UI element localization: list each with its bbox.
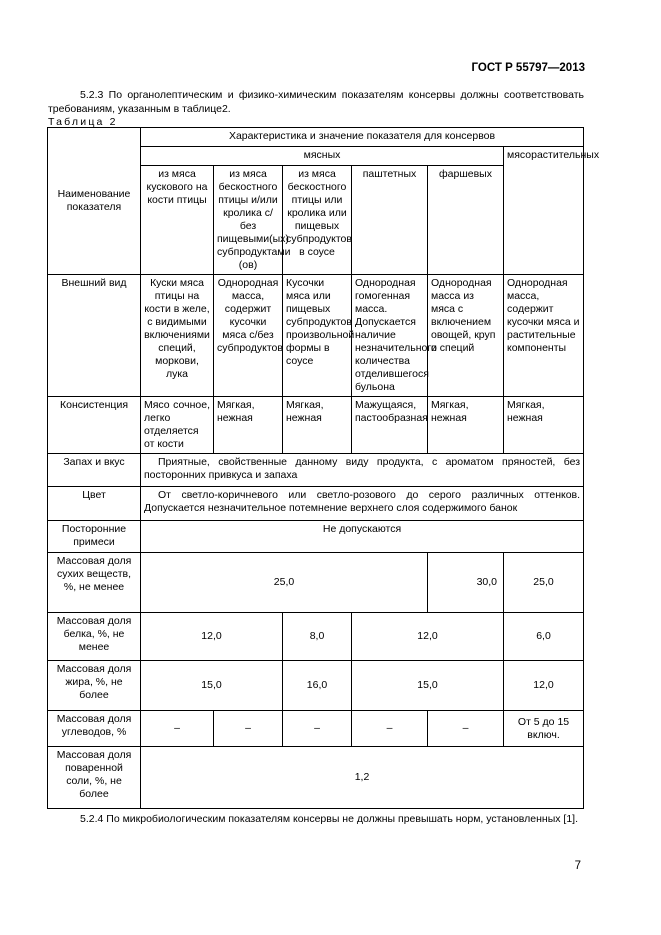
cell: Мягкая, нежная (214, 397, 283, 454)
cell: Однородная масса, содержит кусочки мяса и растительные компоненты (504, 275, 584, 397)
table-row (48, 711, 584, 747)
cell: 12,0 (141, 613, 283, 661)
table-row (48, 747, 584, 809)
outro-text: 5.2.4 По микробиологическим показателям консервы не должны превышать норм, установленных [1]. (80, 813, 579, 825)
cell: 15,0 (352, 661, 504, 711)
col-group-header: Характеристика и значение показателя для консервов (141, 128, 584, 147)
cell: 6,0 (504, 613, 584, 661)
row-label: Массовая доля поваренной соли, %, не более (48, 747, 141, 809)
outro-paragraph (48, 812, 584, 826)
cell: – (428, 711, 504, 747)
table-caption: Таблица 2 (48, 116, 118, 128)
cell: 8,0 (283, 613, 352, 661)
table-row (48, 613, 584, 661)
cell: 12,0 (504, 661, 584, 711)
cell: 30,0 (428, 553, 504, 613)
table-row (48, 661, 584, 711)
cell: Мягкая, нежная (504, 397, 584, 454)
row-label: Цвет (48, 487, 141, 521)
cell: Однородная масса из мяса с включением овощей, круп и специй (428, 275, 504, 397)
cell: 15,0 (141, 661, 283, 711)
row-label: Массовая доля углеводов, % (48, 711, 141, 747)
cell: 25,0 (141, 553, 428, 613)
standard-header: ГОСТ Р 55797—2013 (471, 62, 585, 74)
cell: Мягкая, нежная (428, 397, 504, 454)
col-header: из мяса кускового на кости птицы (141, 166, 214, 275)
cell: – (283, 711, 352, 747)
cell: 25,0 (504, 553, 584, 613)
cell: От 5 до 15 включ. (504, 711, 584, 747)
cell: Однородная гомогенная масса. Допускается наличие незначительного количества отделившегося бульона (352, 275, 428, 397)
table-row (48, 521, 584, 553)
col-indicator-header: Наименование показателя (48, 128, 141, 275)
cell: Однородная масса, содержит кусочки мяса с/без субпродуктов (214, 275, 283, 397)
col-header: паштетных (352, 166, 428, 275)
cell: – (214, 711, 283, 747)
intro-paragraph (48, 88, 584, 116)
row-label: Консистенция (48, 397, 141, 454)
cell: 12,0 (352, 613, 504, 661)
cell: 1,2 (141, 747, 584, 809)
table-row (48, 397, 584, 454)
cell: Кусочки мяса или пищевых субпродуктов произвольной формы в соусе (283, 275, 352, 397)
cell: Мажущаяся, пастообразная (352, 397, 428, 454)
row-label: Массовая доля жира, %, не более (48, 661, 141, 711)
table-row (48, 454, 584, 487)
cell: – (352, 711, 428, 747)
row-label: Массовая доля белка, %, не менее (48, 613, 141, 661)
row-label: Внешний вид (48, 275, 141, 397)
row-label: Запах и вкус (48, 454, 141, 487)
table-row (48, 275, 584, 397)
cell: Не допускаются (141, 521, 584, 553)
cell: Мясо сочное, легко отделяется от кости (141, 397, 214, 454)
cell: Приятные, свойственные данному виду продукта, с ароматом пряностей, без посторонних привкуса и запаха (141, 454, 584, 487)
table-row (48, 553, 584, 613)
table-row (48, 487, 584, 521)
cell: Куски мяса птицы на кости в желе, с видимыми включениями специй, моркови, лука (141, 275, 214, 397)
row-label: Массовая доля сухих веществ, %, не менее (48, 553, 141, 613)
col-header: из мяса бескостного птицы или кролика или пищевых субпродуктов в соусе (283, 166, 352, 275)
page-number: 7 (574, 860, 581, 872)
col-header: из мяса бескостного птицы и/или кролика с/без пищевыми(ых) субпродуктами (ов) (214, 166, 283, 275)
subgroup-meat-header: мясных (141, 147, 504, 166)
cell: Мягкая, нежная (283, 397, 352, 454)
cell: От светло-коричневого или светло-розового до серого различных оттенков. Допускается незначительное потемнение верхнего слоя содержимого банок (141, 487, 584, 521)
row-label: Посторонние примеси (48, 521, 141, 553)
intro-text: 5.2.3 По органолептическим и физико-химическим показателям консервы должны соответствовать требованиям, указанным в таблице2. (48, 89, 584, 115)
cell: 16,0 (283, 661, 352, 711)
col-meat-plant-header: мясорастительных (504, 147, 584, 275)
indicators-table (47, 127, 600, 809)
cell: – (141, 711, 214, 747)
col-header: фаршевых (428, 166, 504, 275)
